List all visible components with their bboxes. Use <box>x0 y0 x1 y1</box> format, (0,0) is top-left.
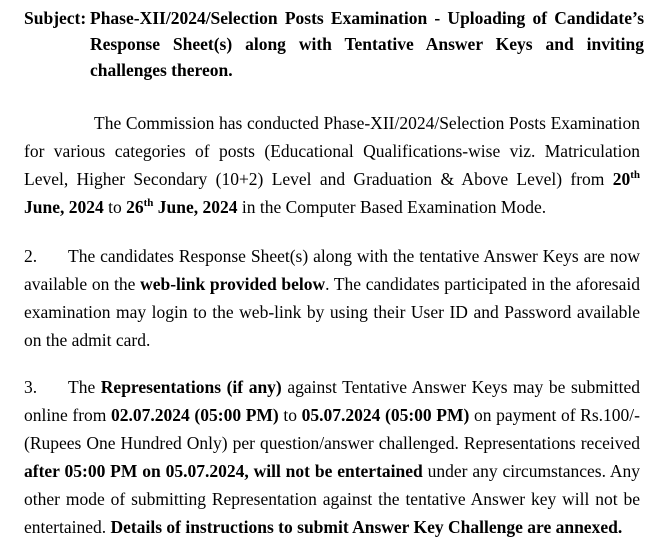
end-date-day: 26 <box>126 197 144 217</box>
paragraph-2-text-2: . The candidates participated in the aforesaid examination may login to the web-link by using their User ID and Password available on the admit card. <box>24 274 640 350</box>
start-date-day: 20 <box>612 169 631 189</box>
end-date-rest: June, 2024 <box>153 197 238 217</box>
end-date <box>126 197 237 217</box>
paragraph-2 <box>24 242 640 354</box>
paragraph-3-text-4: on payment of Rs.100/- (Rupees One Hundred Only) per question/answer challenged. Representations received <box>24 405 640 453</box>
paragraph-3-number: 3. <box>24 377 38 397</box>
late-submission-warning: after 05:00 PM on 05.07.2024, will not be entertained <box>24 461 423 481</box>
end-date-suffix: th <box>143 197 154 209</box>
start-date-suffix: th <box>630 169 640 181</box>
paragraph-1-text-2: to <box>103 197 127 217</box>
annexure-note: Details of instructions to submit Answer Key Challenge are annexed. <box>110 517 623 537</box>
web-link-reference: web-link provided below <box>140 274 326 294</box>
challenge-start: 02.07.2024 (05:00 PM) <box>111 405 279 425</box>
paragraph-3 <box>24 373 640 541</box>
subject-text: Phase-XII/2024/Selection Posts Examination - Uploading of Candidate’s Response Sheet(s) along with Tentative Answer Keys and inviting challenges thereon. <box>90 8 644 80</box>
start-date-rest: June, 2024 <box>24 197 104 217</box>
paragraph-1 <box>24 109 640 221</box>
paragraph-2-number: 2. <box>24 246 38 266</box>
paragraph-2-text-1: The candidates Response Sheet(s) along with the tentative Answer Keys are now available on the <box>24 246 640 294</box>
paragraph-3-text-5: under any circumstances. Any other mode of submitting Representation against the tentative Answer key will not be entertained. <box>24 461 641 537</box>
paragraph-1-text-1: The Commission has conducted Phase-XII/2024/Selection Posts Examination for various categories of posts (Educational Qualifications-wise viz. Matriculation Level, Higher Secondary (10+2) Level and Graduation & Above Level) from <box>24 113 640 189</box>
subject-block <box>24 5 644 83</box>
subject-label: Subject: <box>24 8 87 28</box>
paragraph-3-text-2: against Tentative Answer Keys may be submitted online from <box>24 377 641 425</box>
representations-phrase: Representations (if any) <box>100 377 282 397</box>
paragraph-3-text-3: to <box>278 405 302 425</box>
paragraph-3-text-1: The <box>68 377 101 397</box>
challenge-end: 05.07.2024 (05:00 PM) <box>301 405 470 425</box>
paragraph-1-text-3: in the Computer Based Examination Mode. <box>237 197 547 217</box>
